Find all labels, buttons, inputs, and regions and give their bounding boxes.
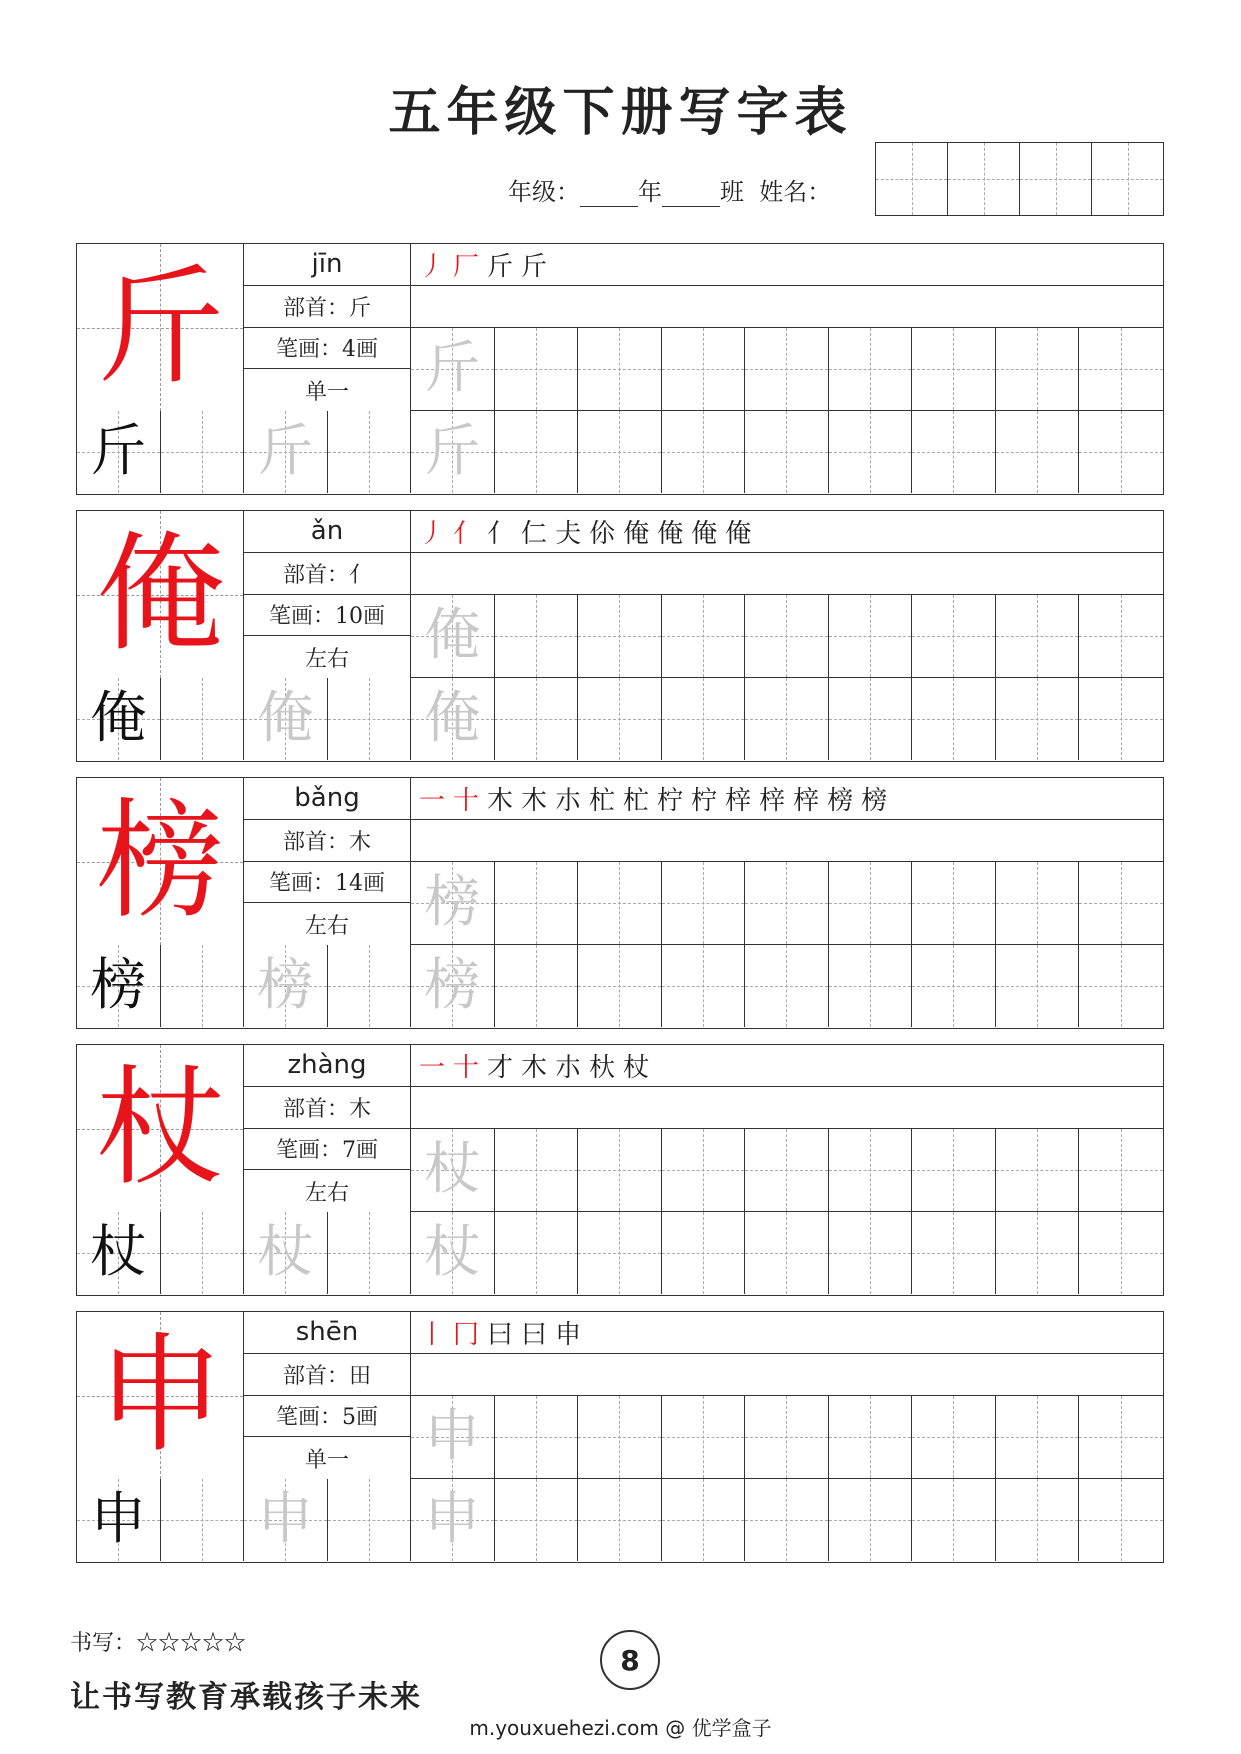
grade-label: 年级： [508, 178, 580, 206]
trace-character: 俺 [424, 686, 481, 751]
trace-character: 杖 [424, 1136, 481, 1202]
stroke-step: 丿 [419, 251, 446, 282]
practice-cell[interactable] [662, 328, 746, 411]
practice-cell[interactable] [1079, 411, 1163, 493]
character-info [244, 1045, 411, 1212]
practice-cell[interactable] [161, 1212, 245, 1294]
stroke-step: 杧 [623, 785, 650, 816]
practice-cell[interactable] [912, 595, 996, 678]
practice-cell[interactable] [996, 411, 1080, 493]
practice-cell[interactable] [411, 1479, 495, 1561]
pinyin: jīn [244, 244, 410, 286]
stroke-step: 曰 [487, 1319, 514, 1350]
trace-character: 申 [424, 1403, 481, 1469]
practice-cell[interactable] [411, 862, 495, 945]
practice-cell[interactable] [495, 945, 579, 1027]
stroke-step: 亻 [453, 518, 480, 549]
practice-cell[interactable] [495, 678, 579, 760]
practice-cell[interactable] [161, 411, 245, 493]
stroke-step: 冂 [453, 1319, 480, 1350]
practice-cell[interactable] [411, 1212, 495, 1294]
practice-cell[interactable] [912, 945, 996, 1027]
site-url: m.youxuehezi.com @ 优学盒子 [469, 1716, 772, 1740]
large-character-box [77, 1045, 244, 1212]
large-character-box [77, 1312, 244, 1479]
stroke-step: 俺 [623, 518, 650, 549]
stroke-step: 柠 [691, 785, 718, 816]
large-character-box [77, 511, 244, 678]
character-info [244, 244, 411, 411]
stroke-order [411, 778, 1163, 820]
practice-cell[interactable] [996, 862, 1080, 945]
practice-cell[interactable] [996, 1479, 1080, 1561]
radical: 部首：斤 [244, 286, 410, 328]
class-blank[interactable] [662, 180, 720, 207]
structure: 单一 [304, 1447, 349, 1473]
structure: 左右 [304, 1180, 349, 1206]
practice-cell[interactable] [244, 678, 328, 760]
practice-cell[interactable] [495, 1212, 579, 1294]
large-character: 杖 [96, 1053, 225, 1203]
large-character: 俺 [96, 519, 225, 669]
stroke-step: 杕 [589, 1052, 616, 1083]
radical: 部首：田 [244, 1354, 410, 1396]
practice-cell[interactable] [578, 862, 662, 945]
practice-cell[interactable] [662, 1396, 746, 1479]
practice-cell[interactable] [829, 595, 913, 678]
practice-cell[interactable] [829, 1129, 913, 1212]
practice-cell[interactable] [495, 411, 579, 493]
practice-cell[interactable] [1079, 862, 1163, 945]
practice-cell[interactable] [328, 945, 412, 1027]
stroke-step: 申 [555, 1319, 582, 1350]
stroke-step: 丨 [419, 1319, 446, 1350]
practice-cell[interactable] [745, 678, 829, 760]
practice-cell[interactable] [1079, 945, 1163, 1027]
practice-cell[interactable] [996, 328, 1080, 411]
practice-cell[interactable] [745, 595, 829, 678]
practice-cell[interactable] [244, 411, 328, 493]
stroke-step: 丿 [419, 518, 446, 549]
practice-cell[interactable] [1079, 1129, 1163, 1212]
stroke-step: 朩 [555, 1052, 582, 1083]
practice-cell[interactable] [829, 945, 913, 1027]
stroke-count: 笔画：10画 [244, 595, 410, 637]
practice-cell[interactable] [495, 328, 579, 411]
stroke-step: 曰 [521, 1319, 548, 1350]
practice-cell[interactable] [829, 678, 913, 760]
practice-cell[interactable] [77, 678, 161, 760]
practice-cell[interactable] [411, 1396, 495, 1479]
radical: 部首：木 [244, 1087, 410, 1129]
trace-character: 杖 [424, 1220, 481, 1285]
blank-row [411, 1354, 1163, 1396]
practice-cell[interactable] [996, 1212, 1080, 1294]
practice-cell[interactable] [244, 1479, 328, 1561]
stroke-step: 梓 [759, 785, 786, 816]
sample-character: 俺 [90, 686, 147, 751]
practice-cell[interactable] [578, 1396, 662, 1479]
practice-cell[interactable] [411, 328, 495, 411]
practice-cell[interactable] [1079, 1396, 1163, 1479]
practice-cell[interactable] [411, 1129, 495, 1212]
stroke-step: 仧 [555, 518, 582, 549]
trace-character: 申 [257, 1487, 314, 1552]
stroke-count: 笔画：7画 [244, 1129, 410, 1171]
character-info [244, 1312, 411, 1479]
practice-cell[interactable] [996, 1396, 1080, 1479]
name-cell[interactable] [1020, 143, 1092, 215]
practice-cell[interactable] [829, 1479, 913, 1561]
stroke-step: 十 [453, 785, 480, 816]
stroke-step: 俺 [691, 518, 718, 549]
practice-cell[interactable] [745, 1129, 829, 1212]
blank-row [411, 820, 1163, 862]
practice-cell[interactable] [912, 678, 996, 760]
character-block [76, 510, 1164, 762]
stroke-step: 十 [453, 1052, 480, 1083]
stroke-step: 一 [419, 785, 446, 816]
trace-character: 斤 [424, 335, 481, 401]
practice-cell[interactable] [829, 411, 913, 493]
stroke-step: 梓 [725, 785, 752, 816]
character-block [76, 243, 1164, 495]
practice-cell[interactable] [996, 945, 1080, 1027]
practice-cell[interactable] [912, 328, 996, 411]
pinyin: zhàng [244, 1045, 410, 1087]
slogan: 让书写教育承载孩子未来 [70, 1680, 422, 1715]
practice-cell[interactable] [745, 1396, 829, 1479]
trace-character: 斤 [257, 419, 314, 484]
practice-cell[interactable] [662, 411, 746, 493]
stroke-step: 仁 [521, 518, 548, 549]
practice-cell[interactable] [495, 1396, 579, 1479]
practice-cell[interactable] [77, 411, 161, 493]
year-label: 年 [638, 178, 662, 206]
stroke-step: 才 [487, 1052, 514, 1083]
sample-character: 杖 [90, 1220, 147, 1285]
practice-row [411, 1396, 1163, 1480]
practice-cell[interactable] [578, 328, 662, 411]
stroke-step: 木 [487, 785, 514, 816]
character-block [76, 1044, 1164, 1296]
practice-cell[interactable] [662, 678, 746, 760]
stroke-step: 俺 [725, 518, 752, 549]
practice-cell[interactable] [411, 411, 495, 493]
grade-blank[interactable] [580, 180, 638, 207]
trace-character: 榜 [424, 953, 481, 1018]
page-number: 8 [600, 1630, 660, 1690]
trace-character: 榜 [257, 953, 314, 1018]
practice-cell[interactable] [578, 411, 662, 493]
stroke-count: 笔画：4画 [244, 328, 410, 370]
practice-cell[interactable] [1079, 1479, 1163, 1561]
practice-cell[interactable] [829, 1396, 913, 1479]
stroke-step: 厂 [453, 251, 480, 282]
practice-cell[interactable] [578, 1479, 662, 1561]
page-title: 五年级下册写字表 [388, 82, 853, 143]
practice-cell[interactable] [1079, 328, 1163, 411]
practice-cell[interactable] [745, 328, 829, 411]
practice-cell[interactable] [244, 1212, 328, 1294]
trace-character: 斤 [424, 419, 481, 484]
stroke-step: 杧 [589, 785, 616, 816]
stroke-step: 木 [521, 1052, 548, 1083]
large-character-box [77, 778, 244, 945]
name-cell[interactable] [876, 143, 948, 215]
student-info [508, 172, 831, 207]
sample-character: 榜 [90, 953, 147, 1018]
practice-cell[interactable] [495, 595, 579, 678]
practice-cell[interactable] [996, 678, 1080, 760]
practice-cell[interactable] [161, 678, 245, 760]
practice-cell[interactable] [996, 1129, 1080, 1212]
stroke-step: 朩 [555, 785, 582, 816]
stroke-step: 斤 [521, 251, 548, 282]
practice-cell[interactable] [996, 595, 1080, 678]
stroke-count: 笔画：5画 [244, 1396, 410, 1438]
stroke-step: 杖 [623, 1052, 650, 1083]
practice-cell[interactable] [662, 595, 746, 678]
practice-cell[interactable] [829, 1212, 913, 1294]
practice-cell[interactable] [495, 1479, 579, 1561]
stroke-step: 俺 [657, 518, 684, 549]
practice-cell[interactable] [328, 1479, 412, 1561]
stroke-count: 笔画：14画 [244, 862, 410, 904]
practice-cell[interactable] [662, 862, 746, 945]
stroke-order [411, 1312, 1163, 1354]
structure: 单一 [304, 379, 349, 405]
writing-rating: 书写：☆☆☆☆☆ [70, 1631, 247, 1656]
blank-row [411, 1087, 1163, 1129]
trace-character: 俺 [257, 686, 314, 751]
practice-cell[interactable] [328, 1212, 412, 1294]
practice-row [411, 595, 1163, 679]
practice-cell[interactable] [912, 411, 996, 493]
practice-cell[interactable] [77, 1212, 161, 1294]
practice-cell[interactable] [829, 328, 913, 411]
practice-cell[interactable] [912, 1396, 996, 1479]
stroke-step: 榜 [861, 785, 888, 816]
character-block [76, 777, 1164, 1029]
stroke-order [411, 511, 1163, 553]
blank-row [411, 553, 1163, 595]
pinyin: ǎn [244, 511, 410, 553]
stroke-step: 柠 [657, 785, 684, 816]
practice-cell[interactable] [244, 945, 328, 1027]
stroke-step: 斤 [487, 251, 514, 282]
character-block [76, 1311, 1164, 1563]
practice-cell[interactable] [578, 595, 662, 678]
practice-row [77, 1479, 1163, 1561]
practice-cell[interactable] [829, 862, 913, 945]
name-label: 姓名： [759, 178, 832, 206]
trace-character: 杖 [257, 1220, 314, 1285]
practice-cell[interactable] [77, 945, 161, 1027]
practice-cell[interactable] [1079, 678, 1163, 760]
practice-cell[interactable] [1079, 595, 1163, 678]
practice-cell[interactable] [662, 1479, 746, 1561]
practice-cell[interactable] [912, 1212, 996, 1294]
practice-cell[interactable] [745, 1212, 829, 1294]
pinyin: shēn [244, 1312, 410, 1354]
class-label: 班 [720, 178, 744, 206]
stroke-order [411, 1045, 1163, 1087]
character-info [244, 511, 411, 678]
practice-row [77, 678, 1163, 760]
practice-row [411, 328, 1163, 412]
large-character: 榜 [96, 786, 225, 936]
stroke-step: 梓 [793, 785, 820, 816]
practice-row [411, 862, 1163, 946]
stroke-step: 一 [419, 1052, 446, 1083]
practice-cell[interactable] [662, 945, 746, 1027]
practice-cell[interactable] [662, 1212, 746, 1294]
practice-cell[interactable] [912, 862, 996, 945]
practice-cell[interactable] [912, 1479, 996, 1561]
large-character: 斤 [96, 252, 225, 402]
stroke-step: 伱 [589, 518, 616, 549]
radical: 部首：亻 [244, 553, 410, 595]
large-character-box [77, 244, 244, 411]
practice-cell[interactable] [161, 1479, 245, 1561]
practice-cell[interactable] [411, 595, 495, 678]
practice-cell[interactable] [745, 945, 829, 1027]
character-info [244, 778, 411, 945]
sample-character: 斤 [90, 419, 147, 484]
pinyin: bǎng [244, 778, 410, 820]
sample-character: 申 [90, 1487, 147, 1552]
practice-cell[interactable] [578, 678, 662, 760]
stroke-step: 亻 [487, 518, 514, 549]
practice-cell[interactable] [411, 945, 495, 1027]
radical: 部首：木 [244, 820, 410, 862]
trace-character: 俺 [424, 602, 481, 668]
practice-cell[interactable] [328, 411, 412, 493]
structure: 左右 [304, 646, 349, 672]
trace-character: 申 [424, 1487, 481, 1552]
practice-cell[interactable] [77, 1479, 161, 1561]
practice-row [77, 411, 1163, 493]
practice-cell[interactable] [662, 1129, 746, 1212]
stroke-order [411, 244, 1163, 286]
practice-cell[interactable] [578, 945, 662, 1027]
practice-cell[interactable] [745, 1479, 829, 1561]
stroke-step: 木 [521, 785, 548, 816]
practice-row [77, 1212, 1163, 1294]
practice-cell[interactable] [578, 1129, 662, 1212]
practice-cell[interactable] [411, 678, 495, 760]
practice-row [411, 1129, 1163, 1213]
practice-cell[interactable] [578, 1212, 662, 1294]
practice-cell[interactable] [745, 862, 829, 945]
stroke-step: 榜 [827, 785, 854, 816]
large-character: 申 [96, 1320, 225, 1470]
name-cell[interactable] [948, 143, 1020, 215]
practice-cell[interactable] [495, 862, 579, 945]
structure: 左右 [304, 913, 349, 939]
name-cell[interactable] [1092, 143, 1163, 215]
name-box[interactable] [875, 142, 1164, 216]
practice-row [77, 945, 1163, 1027]
practice-cell[interactable] [912, 1129, 996, 1212]
practice-cell[interactable] [328, 678, 412, 760]
practice-cell[interactable] [495, 1129, 579, 1212]
practice-cell[interactable] [745, 411, 829, 493]
trace-character: 榜 [424, 869, 481, 935]
blank-row [411, 286, 1163, 328]
practice-cell[interactable] [1079, 1212, 1163, 1294]
practice-cell[interactable] [161, 945, 245, 1027]
